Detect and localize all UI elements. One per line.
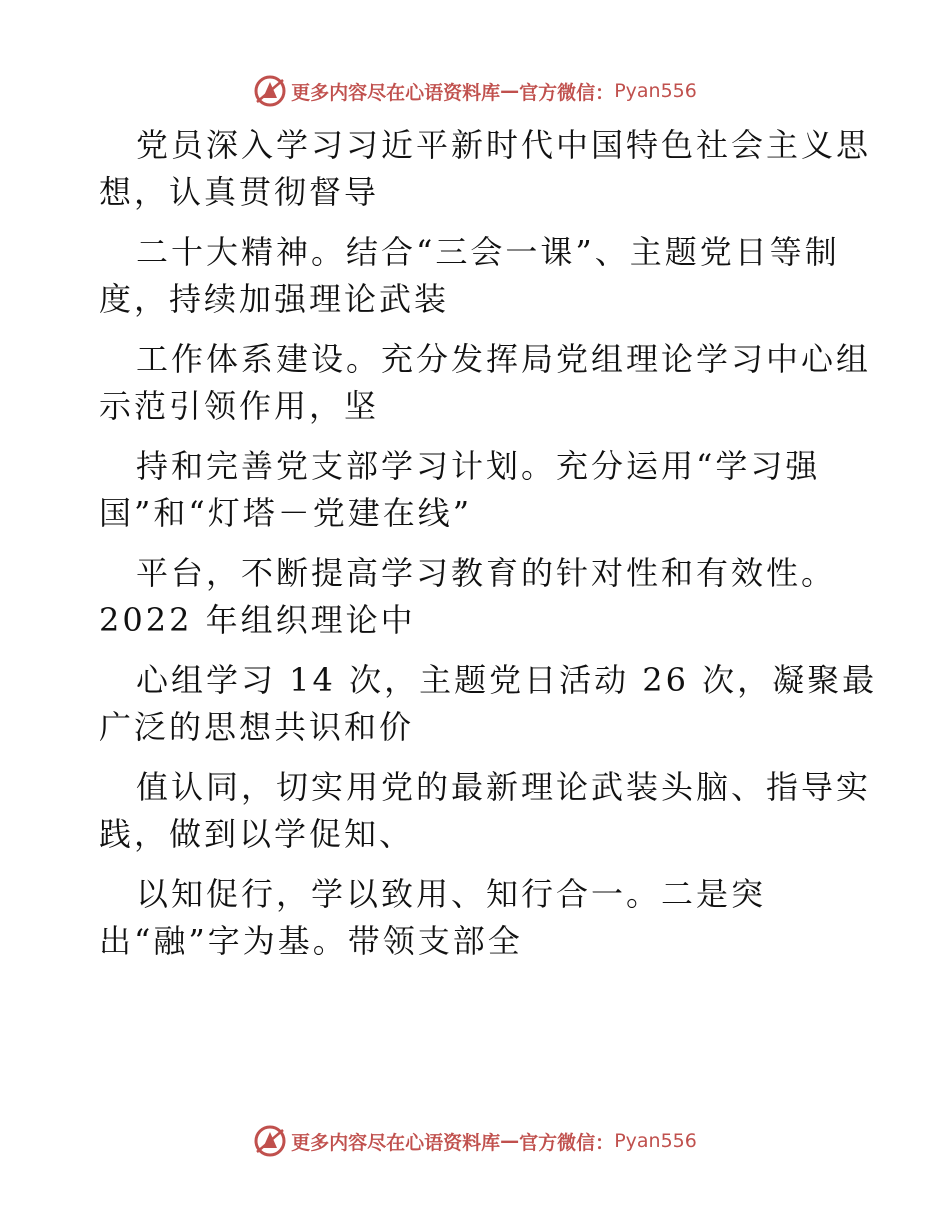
banner-wechat-label: 官方微信： <box>519 81 615 104</box>
banner-dash: — <box>500 80 520 102</box>
text-line: 持和完善党支部学习计划。充分运用“学习强 <box>136 447 821 485</box>
text-line: 国”和“灯塔－党建在线” <box>99 494 473 532</box>
banner-wechat-label: 官方微信： <box>519 1131 615 1154</box>
brand-logo-icon <box>253 1124 287 1158</box>
text-line: 值认同，切实用党的最新理论武装头脑、指导实 <box>136 768 872 806</box>
banner-dash: — <box>500 1130 520 1152</box>
text-line: 以知促行，学以致用、知行合一。二是突 <box>136 875 767 913</box>
text-line: 2022 年组织理论中 <box>99 601 416 639</box>
header-banner <box>0 71 950 111</box>
text-line: 二十大精神。结合“三会一课”、主题党日等制 <box>136 233 840 271</box>
banner-title: 更多内容尽在心语资料库 <box>291 81 501 104</box>
text-line: 践，做到以学促知、 <box>99 815 415 853</box>
text-line: 平台，不断提高学习教育的针对性和有效性。 <box>136 554 837 592</box>
text-line: 心组学习 14 次，主题党日活动 26 次，凝聚最 <box>136 661 878 699</box>
text-line: 广泛的思想共识和价 <box>99 708 415 746</box>
footer-banner <box>0 1121 950 1161</box>
text-line: 出“融”字为基。带领支部全 <box>99 922 523 960</box>
banner-title: 更多内容尽在心语资料库 <box>291 1131 501 1154</box>
text-line: 度，持续加强理论武装 <box>99 280 450 318</box>
banner-wechat-id: Pyan556 <box>614 1130 697 1152</box>
banner-wechat-id: Pyan556 <box>614 80 697 102</box>
body-text <box>99 122 878 965</box>
text-line: 党员深入学习习近平新时代中国特色社会主义思 <box>136 126 872 164</box>
brand-logo-icon <box>253 74 287 108</box>
text-line: 工作体系建设。充分发挥局党组理论学习中心组 <box>136 340 872 378</box>
text-line: 想，认真贯彻督导 <box>99 173 380 211</box>
text-line: 示范引领作用，坚 <box>99 387 380 425</box>
